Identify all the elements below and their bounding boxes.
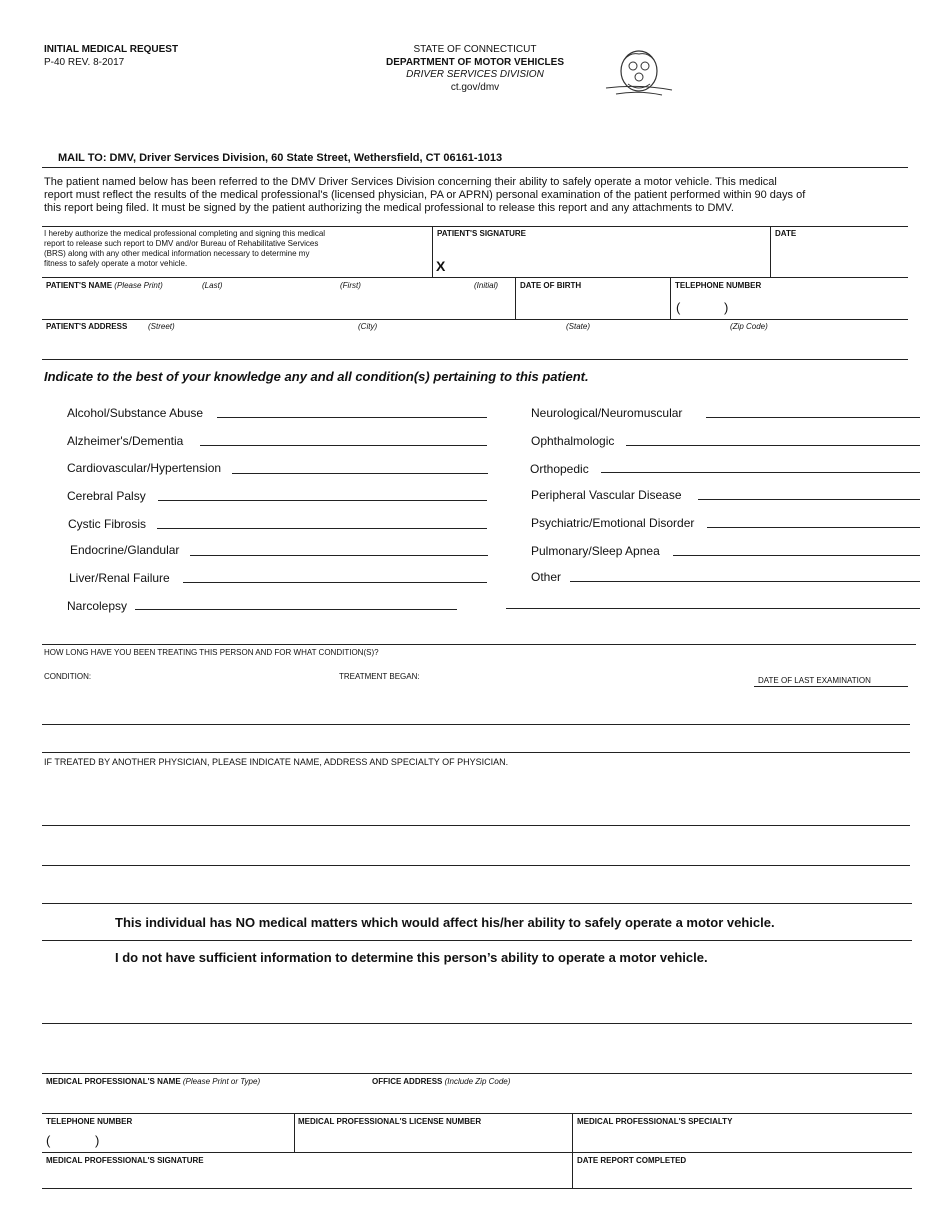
condition-endocrine-line[interactable] [190,555,488,556]
condition-narcolepsy-label: Narcolepsy [67,599,128,613]
specialty-field[interactable] [577,1128,907,1150]
state-name: STATE OF CONNECTICUT [413,44,537,55]
treatment-began-label: TREATMENT BEGAN: [339,672,420,681]
last-name-hint: (Last) [202,281,223,290]
condition-alzheimers-line[interactable] [200,445,487,446]
condition-liver-renal-line[interactable] [183,582,487,583]
professional-phone-paren-open: ( [46,1133,51,1148]
patient-name-label-group: PATIENT'S NAME (Please Print) [46,281,163,290]
intro-paragraph: The patient named below has been referred to the DMV Driver Services Division concerning their ability to safely operate a motor vehicle. This medical report must reflect the results of the medical professional's (licensed physician, PA or APRN) personal examination of the patient performed within 90 days of this report being filed. It must be signed by the patient authorizing the medical professional to release this report and any attachments to DMV. [44,176,806,214]
city-hint: (City) [358,322,378,331]
professional-phone-field[interactable] [58,1128,290,1150]
no-medical-matters-statement[interactable]: This individual has NO medical matters which would affect his/her ability to safely operate a motor vehicle. [115,915,775,930]
patient-signature-field[interactable]: X [436,258,446,274]
condition-orthopedic-label: Orthopedic [530,462,589,476]
condition-neurological-line[interactable] [706,417,920,418]
first-name-hint: (First) [340,281,361,290]
department-name: DEPARTMENT OF MOTOR VEHICLES [386,57,564,68]
form-number: P-40 REV. 8-2017 [44,57,125,68]
patient-date-field[interactable] [776,240,906,274]
condition-alcohol-label: Alcohol/Substance Abuse [67,406,204,420]
patient-name-field[interactable] [46,292,512,318]
mail-to-address: MAIL TO: DMV, Driver Services Division, 60 State Street, Wethersfield, CT 06161-1013 [58,152,503,164]
condition-peripheral-vascular-line[interactable] [698,499,920,500]
condition-ophthalmologic-label: Ophthalmologic [531,434,615,448]
professional-signature-label: MEDICAL PROFESSIONAL'S SIGNATURE [46,1156,204,1165]
initial-hint: (Initial) [474,281,499,290]
condition-alcohol-line[interactable] [217,417,487,418]
patient-address-field[interactable] [46,333,906,357]
condition-cardiovascular-line[interactable] [232,473,488,474]
condition-ophthalmologic-line[interactable] [626,445,920,446]
condition-cystic-fibrosis-label: Cystic Fibrosis [68,517,147,531]
condition-cardiovascular-label: Cardiovascular/Hypertension [67,461,222,475]
date-of-birth-label: DATE OF BIRTH [520,281,582,290]
condition-alzheimers-label: Alzheimer's/Dementia [67,434,184,448]
professional-name-address-field[interactable] [46,1088,908,1110]
division-name: DRIVER SERVICES DIVISION [406,69,544,80]
condition-orthopedic-line[interactable] [601,472,920,473]
condition-endocrine-label: Endocrine/Glandular [70,543,180,557]
patient-phone-label: TELEPHONE NUMBER [675,281,762,290]
conditions-heading: Indicate to the best of your knowledge any and all condition(s) pertaining to this patient. [44,369,589,384]
condition-psychiatric-line[interactable] [707,527,920,528]
date-report-completed-field[interactable] [577,1167,907,1187]
treatment-field[interactable] [44,688,908,722]
state-hint: (State) [566,322,591,331]
condition-other-label: Other [531,570,562,584]
condition-label: CONDITION: [44,672,92,681]
date-of-birth-field[interactable] [520,292,668,318]
condition-liver-renal-label: Liver/Renal Failure [69,571,170,585]
professional-phone-paren-close: ) [95,1133,100,1148]
website: ct.gov/dmv [450,82,500,93]
patient-address-label: PATIENT'S ADDRESS [46,322,128,331]
professional-phone-label: TELEPHONE NUMBER [46,1117,133,1126]
patient-phone-field[interactable] [688,292,906,318]
state-seal-icon [602,44,676,104]
condition-other-line[interactable] [570,581,920,582]
office-address-label-group: OFFICE ADDRESS (Include Zip Code) [372,1077,511,1086]
street-hint: (Street) [148,322,175,331]
condition-cerebral-palsy-label: Cerebral Palsy [67,489,146,503]
condition-cerebral-palsy-line[interactable] [158,500,487,501]
condition-narcolepsy-line[interactable] [135,609,457,610]
condition-peripheral-vascular-label: Peripheral Vascular Disease [531,488,682,502]
insufficient-information-statement[interactable]: I do not have sufficient information to determine this person’s ability to operate a motor vehicle. [115,950,708,965]
authorization-statement: I hereby authorize the medical professional completing and signing this medical report to release such report to DMV and/or Bureau of Rehabilitative Services (BRS) along with any other medical information necessary to determine my fitness to safely operate a motor vehicle. [44,229,326,268]
condition-pulmonary-label: Pulmonary/Sleep Apnea [531,544,660,558]
patient-phone-paren-close: ) [724,300,729,315]
treatment-question: HOW LONG HAVE YOU BEEN TREATING THIS PERSON AND FOR WHAT CONDITION(S)? [44,648,379,657]
license-number-field[interactable] [298,1128,568,1150]
condition-psychiatric-label: Psychiatric/Emotional Disorder [531,516,695,530]
condition-neurological-label: Neurological/Neuromuscular [531,406,683,420]
license-number-label: MEDICAL PROFESSIONAL'S LICENSE NUMBER [298,1117,482,1126]
condition-cystic-fibrosis-line[interactable] [157,528,487,529]
condition-pulmonary-line[interactable] [673,555,920,556]
specialty-label: MEDICAL PROFESSIONAL'S SPECIALTY [577,1117,733,1126]
other-physician-question: IF TREATED BY ANOTHER PHYSICIAN, PLEASE INDICATE NAME, ADDRESS AND SPECIALTY OF PHYSICIAN. [44,757,509,767]
patient-date-label: DATE [775,229,797,238]
last-examination-label: DATE OF LAST EXAMINATION [758,676,871,685]
other-physician-field[interactable] [44,772,908,892]
professional-name-label-group: MEDICAL PROFESSIONAL'S NAME (Please Print or Type) [46,1077,261,1086]
form-title: INITIAL MEDICAL REQUEST [44,44,179,55]
patient-signature-label: PATIENT'S SIGNATURE [437,229,527,238]
condition-other-line-2[interactable] [506,608,920,609]
patient-phone-paren-open: ( [676,300,681,315]
date-report-completed-label: DATE REPORT COMPLETED [577,1156,687,1165]
zip-hint: (Zip Code) [730,322,768,331]
professional-signature-field[interactable] [46,1167,568,1187]
